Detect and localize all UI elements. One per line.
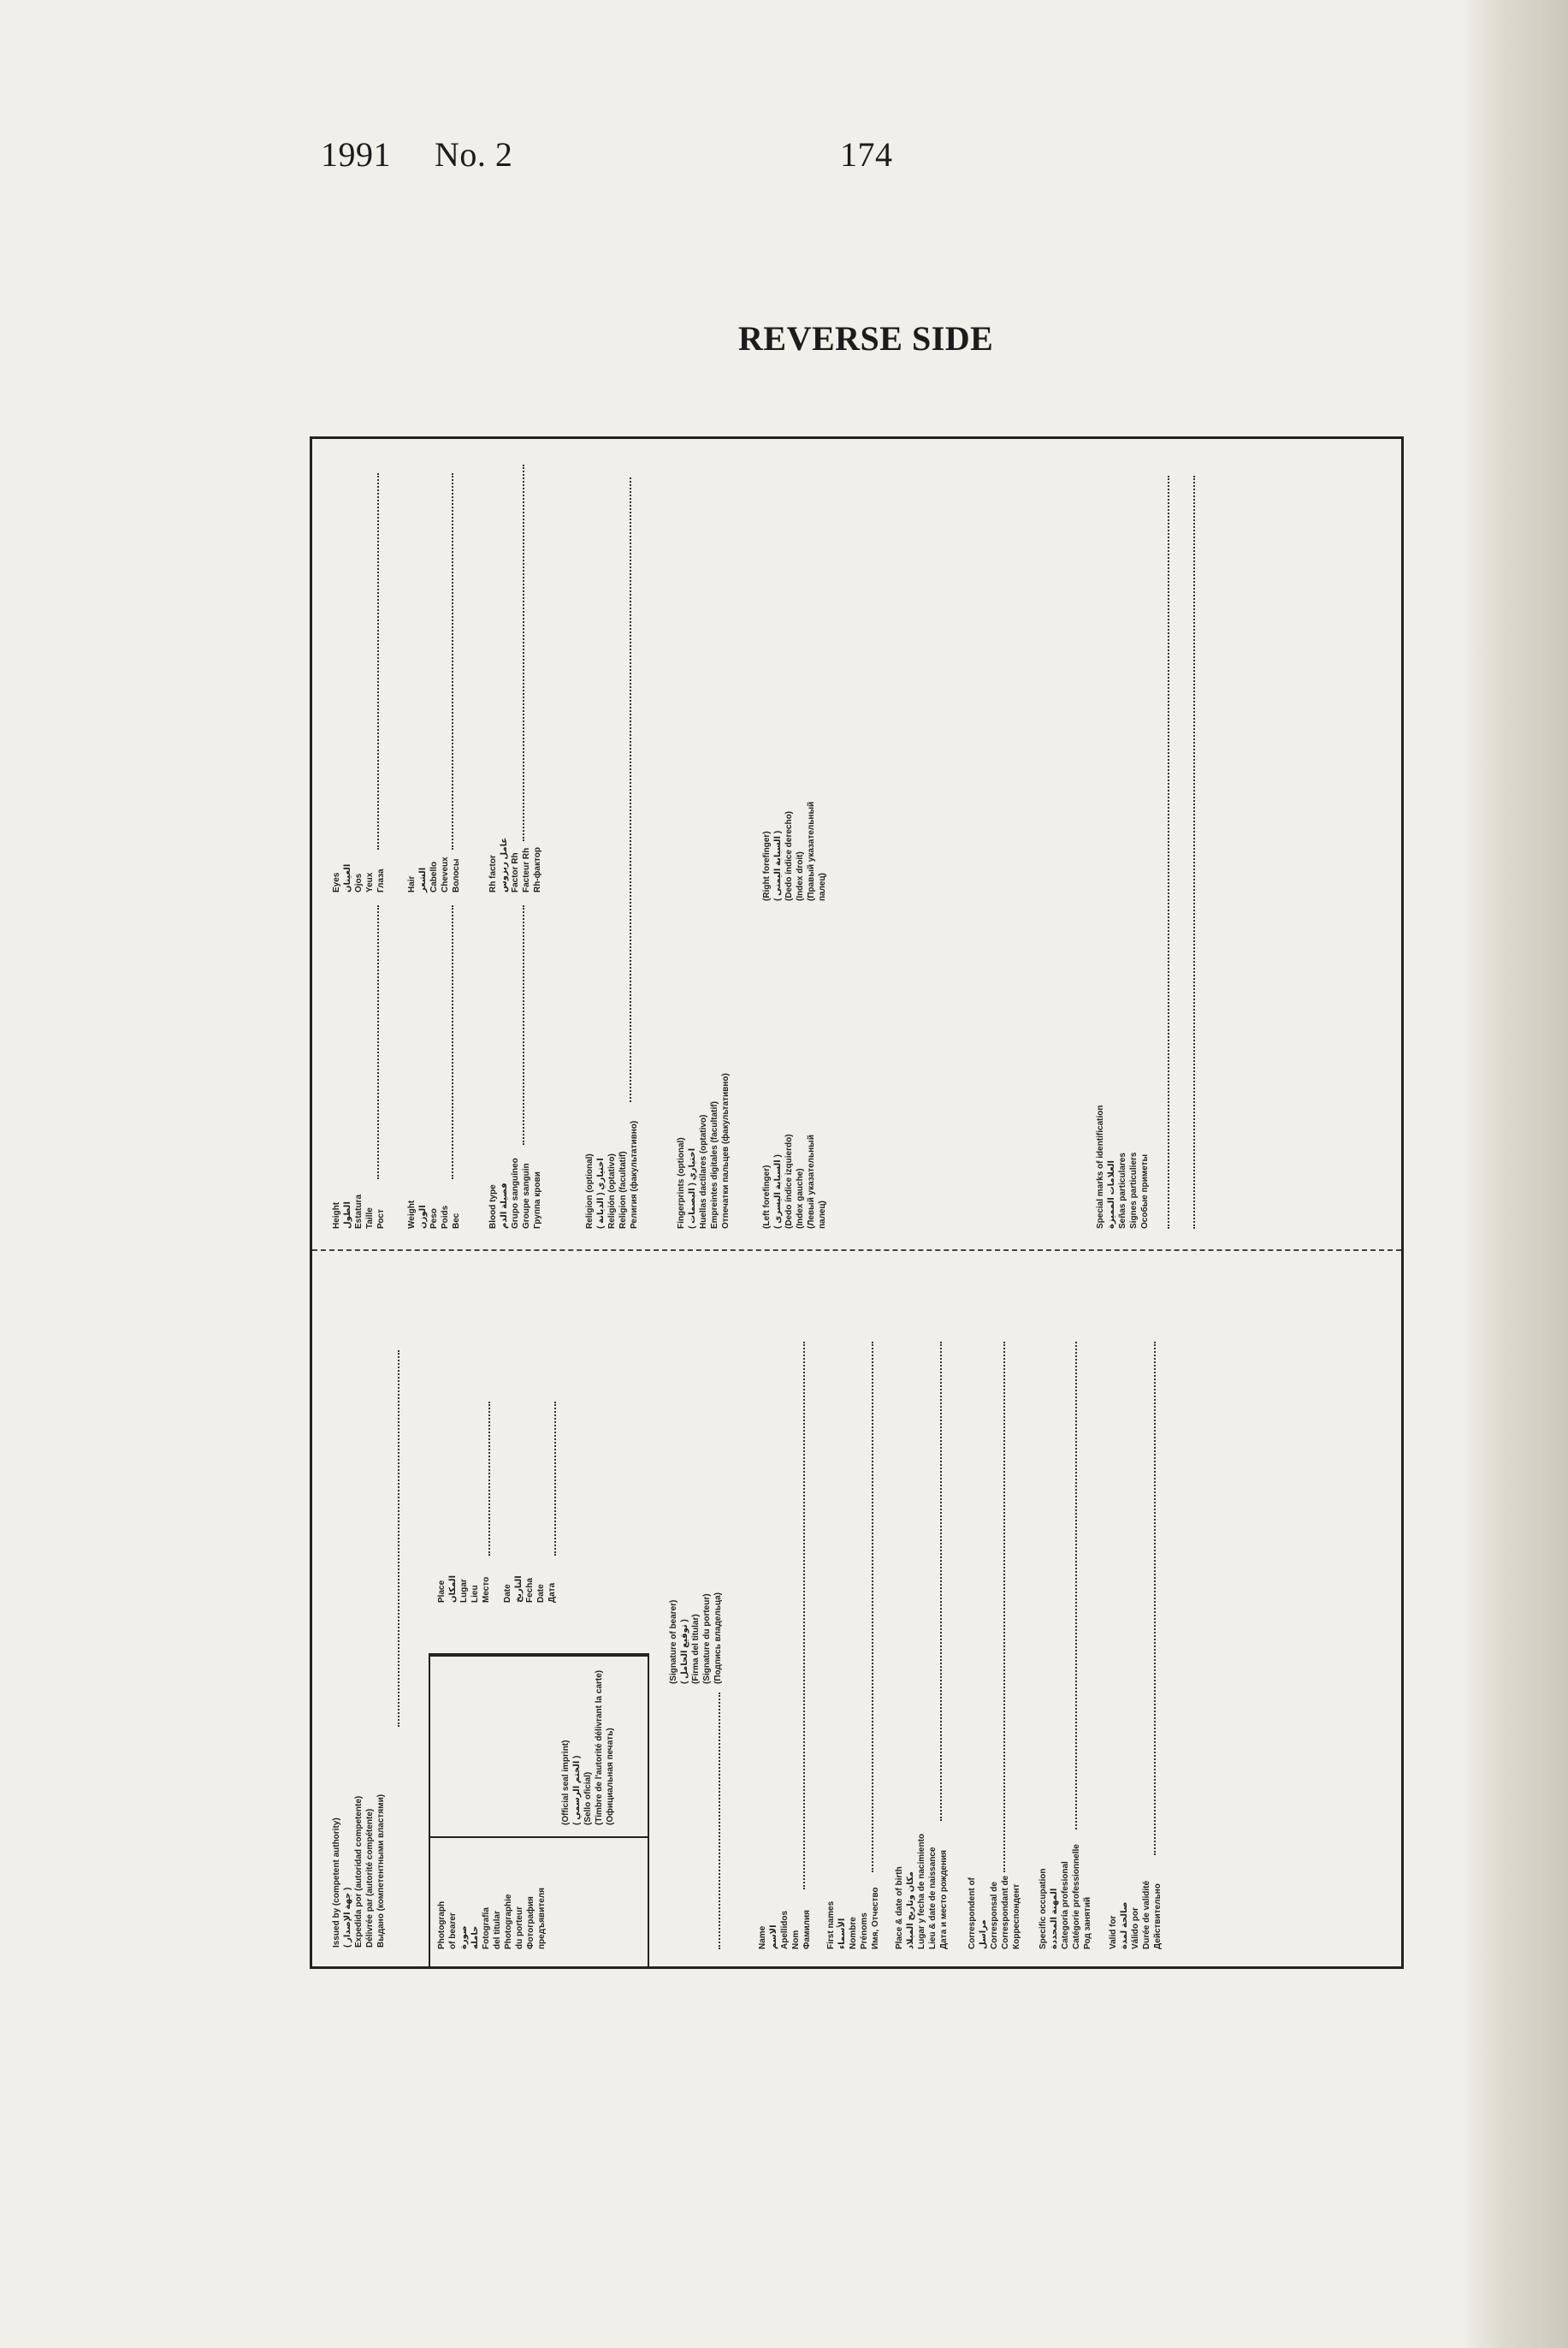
- special-marks-line: Особые приметы: [1140, 1153, 1150, 1229]
- correspondent-label-line: Корреспондент: [1012, 1883, 1021, 1949]
- left-finger-line: (Dedo índice izquierdo): [784, 1134, 794, 1229]
- photo-label-line: предъявителя: [537, 1888, 547, 1949]
- right-finger-line: (Правый указательный: [807, 801, 816, 901]
- header-issue: No. 2: [435, 135, 513, 174]
- right-finger-line: палец): [818, 873, 827, 901]
- eyes-label-block: [331, 864, 387, 892]
- weight-label-block: [406, 1201, 462, 1229]
- special-marks-line: Signes particuliers: [1129, 1152, 1139, 1229]
- place-label-line: Lieu: [470, 1585, 480, 1603]
- valid-label-line: Действительно: [1153, 1883, 1163, 1949]
- blood-fill-line: [523, 905, 524, 1145]
- issued-by-line: ( جهة الإصدار ): [343, 1887, 352, 1948]
- first-names-label-line: Prénoms: [860, 1912, 869, 1949]
- first-names-label-line: Имя, Отчество: [871, 1887, 880, 1949]
- photo-label-line: du porteur: [515, 1906, 524, 1949]
- signature-fill-line: [719, 1693, 720, 1949]
- height-fill-line: [377, 905, 379, 1179]
- blood-label-line: Blood type: [488, 1184, 498, 1229]
- height-label-line: Рост: [376, 1209, 386, 1229]
- weight-fill-line: [452, 905, 453, 1179]
- rh-label-line: Rh factor: [488, 855, 498, 892]
- signature-label-line: (Подпись владельца): [713, 1592, 723, 1684]
- correspondent-label-line: Corresponsal de: [990, 1882, 999, 1949]
- correspondent-label-line: Correspondent of: [967, 1877, 977, 1949]
- date-label-line: Дата: [547, 1582, 557, 1603]
- place-label-line: Lugar: [459, 1579, 469, 1603]
- valid-label-line: صالحة لمدة: [1120, 1901, 1129, 1949]
- left-finger-line: (Index gauche): [796, 1168, 805, 1229]
- birth-label-line: Lieu & date de naissance: [928, 1847, 938, 1949]
- place-label-line: Место: [482, 1576, 491, 1603]
- left-finger-line: (Left forefinger): [762, 1165, 772, 1229]
- left-finger-line: ( السبابة اليسرى ): [773, 1154, 783, 1229]
- height-label-line: الطول: [343, 1201, 352, 1229]
- blood-label-line: Groupe sanguin: [522, 1163, 531, 1229]
- hair-fill-line: [452, 473, 453, 850]
- occupation-label-line: المهنة المحددة: [1050, 1888, 1059, 1949]
- left-finger-block: [761, 1134, 828, 1229]
- eyes-label-line: Eyes: [332, 872, 341, 892]
- special-marks-line: العلامات المميزة: [1107, 1160, 1116, 1229]
- page-heading: REVERSE SIDE: [738, 319, 994, 358]
- occupation-label-line: Specific occupation: [1038, 1868, 1048, 1949]
- fingerprints-label-line: Отпечатки пальцев (факультативно): [721, 1073, 731, 1229]
- place-label-line: المكان: [448, 1575, 458, 1603]
- seal-label-line: (Official seal imprint): [561, 1740, 571, 1825]
- valid-fill-line: [1154, 1342, 1156, 1855]
- issued-by-block: [331, 1794, 387, 1948]
- birth-label-line: Lugar y fecha de nacimiento: [917, 1833, 926, 1949]
- birth-label-block: [894, 1834, 950, 1949]
- religion-fill-line: [630, 477, 631, 1102]
- date-label-line: Date: [536, 1584, 546, 1603]
- weight-label-line: Peso: [429, 1208, 439, 1229]
- right-finger-line: (Index droit): [796, 851, 805, 901]
- right-finger-line: (Right forefinger): [762, 831, 772, 901]
- seal-label-line: (Sello oficial): [583, 1771, 593, 1825]
- blood-label-block: [488, 1158, 543, 1229]
- right-finger-block: [761, 802, 828, 901]
- name-label-line: Apellidos: [780, 1910, 790, 1949]
- photo-label-line: Photograph: [437, 1900, 447, 1949]
- issued-by-line: Délivrée par (autorité compétente): [365, 1808, 375, 1948]
- hair-label-line: Cabello: [429, 861, 439, 892]
- occupation-label-line: Catégorie professionnelle: [1072, 1844, 1081, 1949]
- valid-label-line: Valid for: [1109, 1915, 1118, 1949]
- issued-by-fill-line: [398, 1350, 399, 1727]
- occupation-fill-line: [1075, 1342, 1077, 1829]
- religion-label-block: [584, 1121, 640, 1229]
- signature-label-line: (Signature of bearer): [669, 1599, 678, 1684]
- photo-label-line: of bearer: [448, 1912, 458, 1949]
- birth-label-line: Дата и место рождения: [939, 1850, 949, 1949]
- blood-label-line: Grupo sanguíneo: [511, 1158, 520, 1229]
- photo-label-line: Фотография: [526, 1896, 535, 1949]
- rh-label-line: عامل ريزوس: [500, 837, 509, 892]
- seal-label-block: [560, 1670, 616, 1825]
- eyes-label-line: العينان: [343, 863, 352, 892]
- occupation-label-line: Род занятий: [1083, 1897, 1092, 1949]
- height-label-block: [331, 1195, 387, 1229]
- photo-label-line: Photographie: [504, 1894, 513, 1949]
- seal-label-line: (Официальная печать): [606, 1728, 615, 1825]
- rh-label-block: [488, 838, 543, 892]
- birth-fill-line: [940, 1342, 942, 1821]
- special-marks-line: Señas particulares: [1118, 1153, 1127, 1229]
- photo-divider: [429, 1836, 648, 1838]
- seal-frame-bottom: [648, 1655, 649, 1966]
- weight-label-line: Poids: [441, 1205, 450, 1229]
- place-label-block: [436, 1575, 492, 1603]
- name-label-line: الاسم: [769, 1924, 778, 1949]
- date-label-block: [502, 1575, 558, 1603]
- photo-label-line: صورة: [459, 1925, 469, 1949]
- valid-label-line: Durée de validité: [1142, 1880, 1151, 1949]
- photo-label-line: حامله: [470, 1925, 480, 1949]
- special-marks-fill-line: [1168, 476, 1169, 1229]
- religion-label-line: Religion (optional): [585, 1153, 595, 1229]
- left-finger-line: (Левый указательный: [807, 1135, 816, 1229]
- issued-by-line: Issued by (competent authority): [332, 1817, 341, 1948]
- religion-label-line: ( الديانة ) اختياري: [596, 1158, 606, 1229]
- fingerprints-label-line: Huellas dactilares (optativo): [699, 1114, 708, 1229]
- issued-by-line: Expedida por (autoridad competente): [354, 1795, 364, 1948]
- rh-label-line: Facteur Rh: [522, 847, 531, 892]
- seal-frame-right: [429, 1653, 649, 1655]
- fingerprints-label-block: [676, 1073, 731, 1229]
- right-finger-line: (Dedo índice derecho): [784, 810, 794, 901]
- religion-label-line: Religión (optativo): [607, 1153, 617, 1229]
- photo-label-block: [436, 1888, 547, 1949]
- right-finger-line: ( السبابة اليمنى ): [773, 830, 783, 901]
- fingerprints-label-line: ( البصمات ) اختياري: [688, 1147, 697, 1229]
- weight-label-line: Weight: [407, 1200, 417, 1229]
- header-year: 1991: [321, 135, 391, 174]
- valid-label-block: [1108, 1881, 1163, 1949]
- date-label-line: التاريخ: [514, 1575, 524, 1603]
- card-fold-line: [312, 1249, 1401, 1251]
- hair-label-line: Cheveux: [441, 857, 450, 892]
- correspondent-label-line: مراسل: [979, 1919, 988, 1949]
- page-edge-shadow: [1465, 0, 1568, 2348]
- date-fill-line: [554, 1402, 556, 1556]
- hair-label-line: Волосы: [452, 858, 461, 892]
- hair-label-line: الشعر: [418, 867, 428, 892]
- place-fill-line: [488, 1402, 490, 1556]
- rh-label-line: Factor Rh: [511, 852, 520, 892]
- height-label-line: Height: [332, 1201, 341, 1229]
- date-label-line: Fecha: [525, 1578, 535, 1603]
- height-label-line: Estatura: [354, 1194, 364, 1229]
- signature-label-line: (Firma del titular): [691, 1614, 701, 1684]
- rh-fill-line: [523, 465, 524, 841]
- seal-label-line: (Timbre de l'autorité délivrant la carte): [595, 1669, 604, 1825]
- id-card-reverse: [310, 436, 1404, 1969]
- height-label-line: Taille: [365, 1207, 375, 1229]
- birth-label-line: Place & date of birth: [895, 1866, 904, 1949]
- name-label-line: Nom: [791, 1930, 801, 1949]
- name-label-line: Name: [758, 1925, 767, 1949]
- name-label-block: [757, 1910, 813, 1949]
- eyes-fill-line: [377, 473, 379, 850]
- card-rotated-content: [312, 439, 1401, 1966]
- signature-label-line: (Signature du porteur): [702, 1593, 712, 1684]
- special-marks-block: [1095, 1106, 1151, 1229]
- rh-label-line: Rh-фактор: [533, 847, 542, 892]
- religion-label-line: Религия (факультативно): [630, 1120, 639, 1229]
- eyes-label-line: Yeux: [365, 872, 375, 892]
- first-names-label-line: Nombre: [849, 1917, 858, 1949]
- correspondent-label-block: [967, 1876, 1022, 1949]
- eyes-label-line: Глаза: [376, 869, 386, 892]
- place-label-line: Place: [437, 1580, 447, 1603]
- first-names-label-block: [825, 1888, 881, 1949]
- signature-label-block: [668, 1592, 724, 1684]
- left-finger-line: палец): [818, 1201, 827, 1229]
- valid-label-line: Válido por: [1131, 1907, 1140, 1949]
- date-label-line: Date: [503, 1584, 512, 1603]
- blood-label-line: Группа крови: [533, 1171, 542, 1229]
- special-marks-line: Special marks of identification: [1096, 1105, 1105, 1229]
- fingerprints-label-line: Empreintes digitales (facultatif): [710, 1101, 719, 1229]
- blood-label-line: فصيلة الدم: [500, 1183, 509, 1229]
- first-names-label-line: الأسماء: [837, 1918, 847, 1949]
- eyes-label-line: Ojos: [354, 873, 364, 892]
- photo-label-line: Fotografía: [482, 1907, 491, 1949]
- signature-label-line: ( توقيع الحامل ): [680, 1619, 689, 1684]
- correspondent-label-line: Correspondant de: [1001, 1875, 1010, 1949]
- name-label-line: Фамилия: [802, 1910, 812, 1949]
- fingerprints-label-line: Fingerprints (optional): [677, 1137, 686, 1229]
- hair-label-block: [406, 857, 462, 892]
- issued-by-line: Выдано (компетентными властями): [376, 1794, 386, 1948]
- correspondent-fill-line: [1003, 1342, 1005, 1872]
- name-fill-line: [803, 1342, 805, 1889]
- weight-label-line: الوزن: [418, 1205, 428, 1229]
- religion-label-line: Religion (facultatif): [618, 1151, 628, 1229]
- first-names-fill-line: [872, 1342, 873, 1872]
- birth-label-line: مكان وتاريخ الميلاد: [906, 1871, 915, 1949]
- occupation-label-block: [1038, 1844, 1093, 1949]
- seal-label-line: ( الختم الرسمي ): [572, 1755, 582, 1825]
- weight-label-line: Вес: [452, 1213, 461, 1229]
- first-names-label-line: First names: [826, 1900, 836, 1949]
- hair-label-line: Hair: [407, 875, 417, 892]
- occupation-label-line: Categoría profesional: [1061, 1861, 1070, 1949]
- special-marks-fill-line: [1193, 476, 1195, 1229]
- header-page-number: 174: [840, 135, 893, 174]
- photo-label-line: del titular: [493, 1910, 502, 1949]
